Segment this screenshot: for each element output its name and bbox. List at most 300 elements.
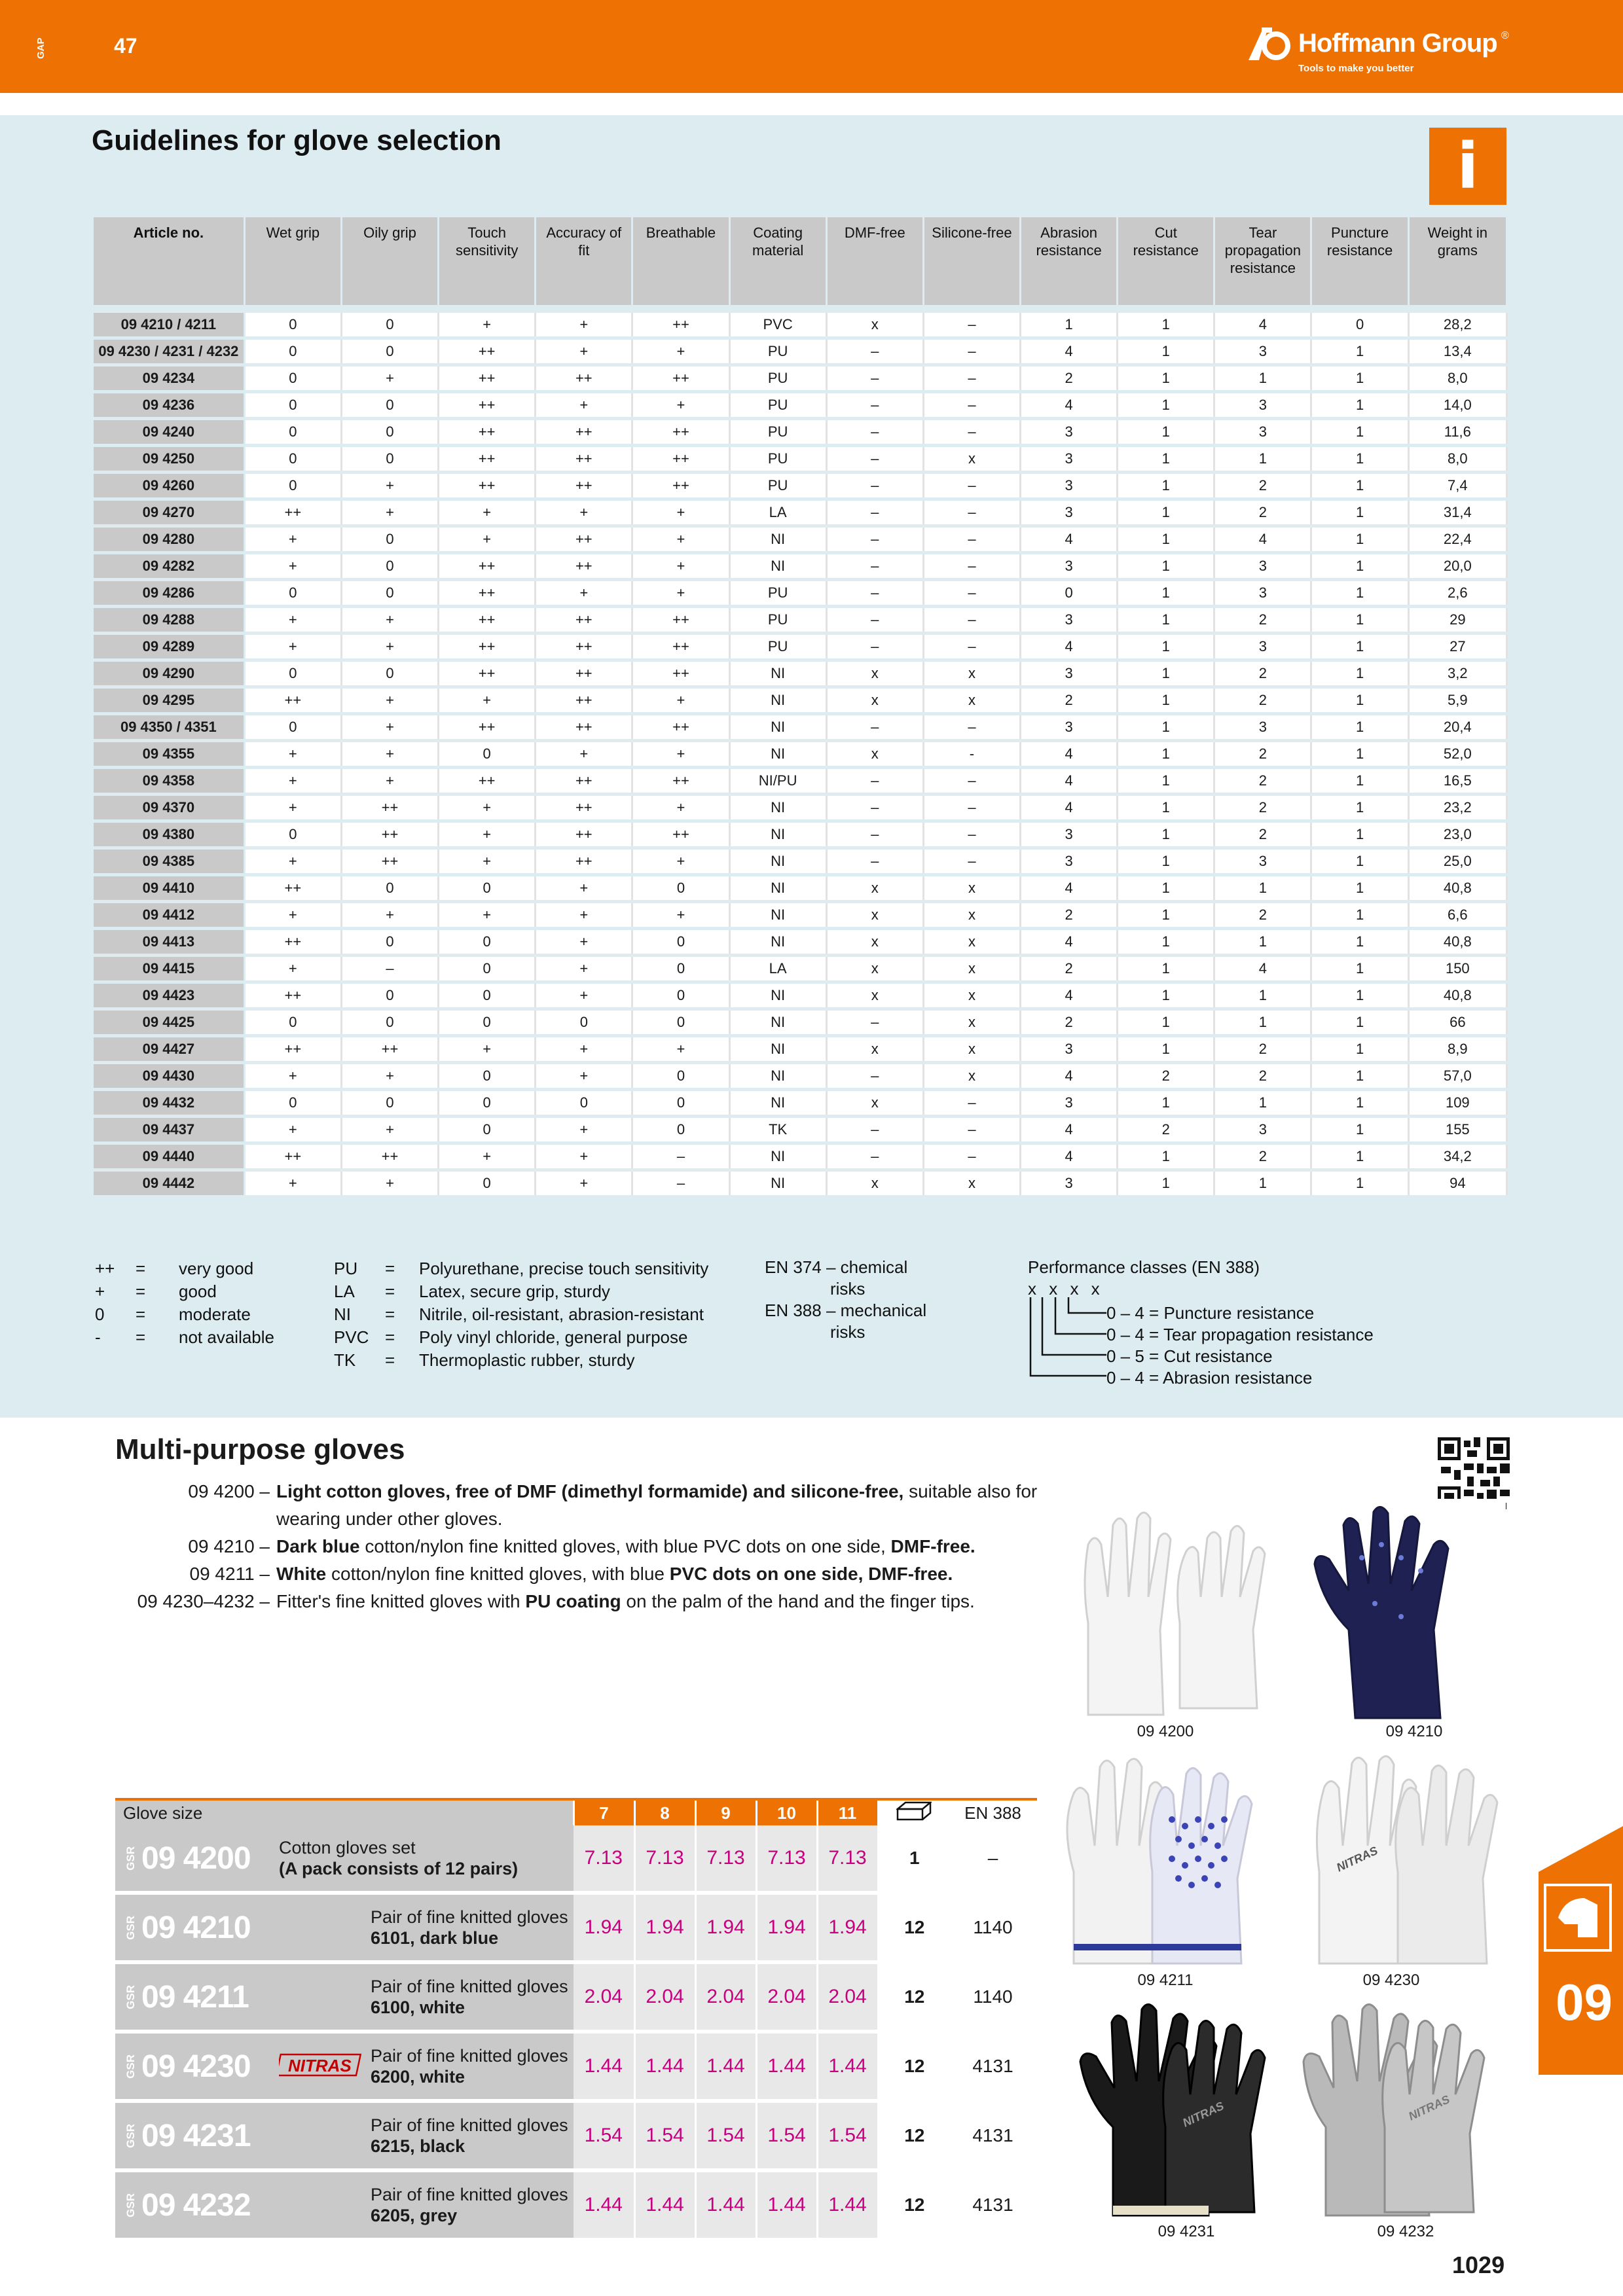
- table-cell: +: [536, 580, 632, 607]
- table-cell: +: [536, 929, 632, 956]
- rating-legend-cell: very good: [179, 1259, 254, 1278]
- table-cell: 4: [1021, 982, 1118, 1009]
- table-cell: NI: [729, 875, 826, 902]
- table-cell: +: [439, 821, 536, 848]
- article-number[interactable]: 09 4232: [141, 2187, 251, 2223]
- table-cell: +: [341, 741, 438, 768]
- chapter-tab[interactable]: [1539, 1826, 1623, 2075]
- table-cell: –: [826, 634, 923, 660]
- table-cell: 0: [341, 875, 438, 902]
- table-cell: 27: [1408, 634, 1506, 660]
- table-cell: 1: [1311, 634, 1408, 660]
- product-variant: 6101, dark blue: [371, 1928, 499, 1948]
- article-cell: 09 4423: [94, 982, 244, 1009]
- table-cell: –: [923, 848, 1020, 875]
- table-cell: x: [923, 982, 1020, 1009]
- table-cell: +: [632, 580, 729, 607]
- table-cell: –: [826, 392, 923, 419]
- product-name: Cotton gloves set: [279, 1838, 416, 1857]
- table-cell: 1: [1311, 1143, 1408, 1170]
- description-text: cotton/nylon fine knitted gloves, with blue: [326, 1564, 670, 1584]
- table-cell: 0: [341, 446, 438, 473]
- rating-legend-cell: 0: [95, 1304, 105, 1324]
- table-cell: +: [632, 848, 729, 875]
- price-cell: 7.13: [756, 1825, 817, 1893]
- article-cell: 09 4413: [94, 929, 244, 956]
- table-cell: +: [536, 309, 632, 338]
- description-code: 09 4211 –: [189, 1564, 270, 1584]
- table-cell: 1: [1118, 499, 1214, 526]
- table-cell: PU: [729, 473, 826, 499]
- table-cell: +: [632, 687, 729, 714]
- glove-photo-094232: [1300, 1996, 1509, 2219]
- rating-legend-row: [95, 1258, 281, 1280]
- page-number: 1029: [1452, 2251, 1505, 2278]
- material-legend-row: [334, 1327, 715, 1348]
- table-cell: 1: [1311, 821, 1408, 848]
- table-cell: 31,4: [1408, 499, 1506, 526]
- table-cell: 20,0: [1408, 553, 1506, 580]
- article-cell: 09 4260: [94, 473, 244, 499]
- table-cell: 4: [1021, 1063, 1118, 1090]
- table-cell: –: [826, 768, 923, 795]
- table-cell: 1: [1311, 768, 1408, 795]
- table-cell: –: [923, 553, 1020, 580]
- article-cell: 09 4432: [94, 1090, 244, 1117]
- table-cell: 2: [1021, 902, 1118, 929]
- table-cell: x: [826, 929, 923, 956]
- table-cell: 1: [1118, 929, 1214, 956]
- table-cell: x: [826, 741, 923, 768]
- article-cell: 09 4442: [94, 1170, 244, 1197]
- article-cell: [115, 2170, 272, 2240]
- table-cell: ++: [632, 634, 729, 660]
- table-row: [94, 446, 1507, 473]
- product-variant: (A pack consists of 12 pairs): [279, 1859, 519, 1878]
- table-cell: NI: [729, 660, 826, 687]
- product-name-cell: [272, 2170, 574, 2240]
- table-cell: ++: [341, 1036, 438, 1063]
- table-cell: 8,0: [1408, 446, 1506, 473]
- table-cell: 4: [1021, 1117, 1118, 1143]
- table-cell: ++: [341, 821, 438, 848]
- table-cell: LA: [729, 956, 826, 982]
- price-cell: 1.54: [574, 2101, 634, 2170]
- price-cell: 1.44: [574, 2032, 634, 2101]
- table-cell: NI: [729, 821, 826, 848]
- description-line: [98, 1478, 1048, 1533]
- table-cell: +: [536, 338, 632, 365]
- table-cell: +: [244, 795, 341, 821]
- article-cell: 09 4230 / 4231 / 4232: [94, 338, 244, 365]
- table-cell: 1: [1311, 365, 1408, 392]
- performance-item: 0 – 4 = Abrasion resistance: [1106, 1368, 1313, 1388]
- table-row: [94, 875, 1507, 902]
- article-cell: 09 4410: [94, 875, 244, 902]
- description-code: 09 4200 –: [188, 1481, 270, 1501]
- table-cell: 4: [1021, 768, 1118, 795]
- table-cell: 3: [1021, 553, 1118, 580]
- table-cell: 2: [1214, 473, 1311, 499]
- product-row: [115, 2101, 1036, 2170]
- table-cell: –: [923, 1090, 1020, 1117]
- pack-size-cell: 12: [878, 2170, 950, 2240]
- table-cell: –: [923, 1117, 1020, 1143]
- table-cell: 0: [244, 1009, 341, 1036]
- table-cell: ++: [536, 473, 632, 499]
- table-cell: 1: [1118, 848, 1214, 875]
- table-cell: 1: [1118, 982, 1214, 1009]
- pack-size-cell: 12: [878, 2101, 950, 2170]
- table-row: [94, 526, 1507, 553]
- description-bold: Light cotton gloves, free of DMF (dimethyl formamide) and silicone-free,: [276, 1481, 904, 1501]
- table-cell: ++: [536, 446, 632, 473]
- table-cell: 4: [1021, 634, 1118, 660]
- table-cell: 0: [244, 338, 341, 365]
- price-cell: 1.54: [756, 2101, 817, 2170]
- price-cell: 1.94: [817, 1893, 878, 1962]
- table-cell: –: [923, 821, 1020, 848]
- column-header: Abrasion resistance: [1021, 217, 1118, 309]
- table-cell: –: [826, 1063, 923, 1090]
- table-cell: +: [341, 902, 438, 929]
- table-cell: 0: [341, 982, 438, 1009]
- table-cell: ++: [536, 526, 632, 553]
- table-cell: LA: [729, 499, 826, 526]
- table-cell: –: [826, 848, 923, 875]
- table-cell: +: [341, 768, 438, 795]
- article-cell: 09 4425: [94, 1009, 244, 1036]
- table-cell: 1: [1118, 768, 1214, 795]
- table-cell: +: [244, 768, 341, 795]
- table-cell: PU: [729, 446, 826, 473]
- product-row: [115, 1825, 1036, 1893]
- article-number[interactable]: 09 4231: [141, 2118, 251, 2153]
- table-cell: 1: [1118, 526, 1214, 553]
- performance-item: 0 – 4 = Tear propagation resistance: [1106, 1325, 1374, 1344]
- table-cell: 1: [1311, 1009, 1408, 1036]
- article-cell: 09 4240: [94, 419, 244, 446]
- price-cell: 1.44: [817, 2170, 878, 2240]
- description-code: 09 4230–4232 –: [137, 1591, 270, 1611]
- table-cell: 4: [1214, 526, 1311, 553]
- table-cell: 0: [632, 929, 729, 956]
- table-cell: +: [439, 848, 536, 875]
- article-number[interactable]: 09 4230: [141, 2049, 251, 2084]
- table-cell: 3: [1214, 580, 1311, 607]
- pack-size-header: [878, 1799, 950, 1825]
- table-cell: 2: [1214, 687, 1311, 714]
- table-cell: 3: [1021, 419, 1118, 446]
- table-cell: x: [826, 1036, 923, 1063]
- table-cell: 52,0: [1408, 741, 1506, 768]
- table-cell: 1: [1021, 309, 1118, 338]
- table-cell: 3,2: [1408, 660, 1506, 687]
- price-cell: 1.44: [634, 2032, 695, 2101]
- table-cell: 3: [1021, 1036, 1118, 1063]
- table-cell: ++: [439, 473, 536, 499]
- table-cell: 1: [1311, 1063, 1408, 1090]
- table-cell: ++: [536, 848, 632, 875]
- performance-item: 0 – 4 = Puncture resistance: [1106, 1303, 1315, 1323]
- product-row: [115, 1893, 1036, 1962]
- table-cell: +: [439, 499, 536, 526]
- table-cell: 0: [439, 929, 536, 956]
- table-cell: 0: [632, 1009, 729, 1036]
- table-cell: x: [923, 687, 1020, 714]
- table-cell: ++: [536, 607, 632, 634]
- table-cell: 0: [439, 875, 536, 902]
- table-cell: ++: [536, 821, 632, 848]
- table-cell: ++: [439, 714, 536, 741]
- article-cell: 09 4210 / 4211: [94, 309, 244, 338]
- table-cell: 1: [1118, 875, 1214, 902]
- table-cell: x: [923, 1009, 1020, 1036]
- table-cell: 1: [1214, 929, 1311, 956]
- table-cell: 1: [1311, 795, 1408, 821]
- table-cell: 0: [632, 982, 729, 1009]
- table-cell: +: [341, 634, 438, 660]
- table-cell: 0: [536, 1090, 632, 1117]
- description-text: on the palm of the hand and the finger tips.: [621, 1591, 975, 1611]
- table-cell: +: [244, 607, 341, 634]
- table-cell: NI: [729, 1009, 826, 1036]
- material-legend-cell: Poly vinyl chloride, general purpose: [419, 1327, 688, 1347]
- table-cell: 2: [1021, 687, 1118, 714]
- table-cell: ++: [536, 365, 632, 392]
- table-cell: –: [826, 607, 923, 634]
- table-cell: 1: [1118, 1143, 1214, 1170]
- table-cell: 0: [439, 741, 536, 768]
- table-cell: 3: [1214, 714, 1311, 741]
- column-header: Accuracy of fit: [536, 217, 632, 309]
- table-cell: +: [244, 553, 341, 580]
- product-name: Pair of fine knitted gloves: [371, 2046, 568, 2066]
- hoffmann-logo-icon: [1247, 26, 1294, 63]
- material-legend-row: [334, 1258, 715, 1280]
- svg-text:NITRAS: NITRAS: [288, 2056, 352, 2075]
- table-cell: ++: [536, 419, 632, 446]
- material-legend-cell: =: [385, 1327, 395, 1347]
- table-cell: ++: [536, 634, 632, 660]
- column-header: Weight in grams: [1408, 217, 1506, 309]
- column-header: Oily grip: [341, 217, 438, 309]
- table-cell: –: [826, 1143, 923, 1170]
- table-cell: +: [244, 1063, 341, 1090]
- table-cell: 1: [1311, 1170, 1408, 1197]
- table-row: [94, 392, 1507, 419]
- table-cell: ++: [536, 660, 632, 687]
- table-cell: –: [826, 580, 923, 607]
- table-cell: +: [632, 338, 729, 365]
- table-row: [94, 768, 1507, 795]
- table-cell: +: [536, 392, 632, 419]
- table-cell: 0: [632, 1117, 729, 1143]
- table-cell: +: [632, 795, 729, 821]
- table-cell: 0: [439, 1090, 536, 1117]
- table-cell: 1: [1311, 902, 1408, 929]
- table-cell: 1: [1118, 1090, 1214, 1117]
- table-cell: 1: [1214, 1090, 1311, 1117]
- table-cell: 4: [1021, 392, 1118, 419]
- table-cell: 1: [1214, 982, 1311, 1009]
- description-bold: PVC dots on one side, DMF-free.: [669, 1564, 953, 1584]
- table-cell: 23,0: [1408, 821, 1506, 848]
- product-name: Pair of fine knitted gloves: [371, 2185, 568, 2204]
- table-cell: ++: [632, 309, 729, 338]
- glove-photo-094210: [1303, 1499, 1506, 1721]
- table-cell: 1: [1311, 580, 1408, 607]
- hoffmann-logo: [1247, 26, 1522, 79]
- table-cell: x: [923, 1170, 1020, 1197]
- table-cell: NI: [729, 929, 826, 956]
- column-header: Coating material: [729, 217, 826, 309]
- pack-size-cell: 12: [878, 2032, 950, 2101]
- table-cell: 4: [1021, 526, 1118, 553]
- table-cell: 3: [1021, 607, 1118, 634]
- table-cell: 1: [1118, 1036, 1214, 1063]
- table-cell: 1: [1311, 741, 1408, 768]
- table-cell: PVC: [729, 309, 826, 338]
- table-cell: –: [826, 1117, 923, 1143]
- table-cell: 3: [1021, 660, 1118, 687]
- gsr-label: GSR: [124, 1915, 137, 1940]
- product-variant: 6215, black: [371, 2136, 465, 2156]
- table-cell: +: [341, 499, 438, 526]
- table-cell: 66: [1408, 1009, 1506, 1036]
- table-cell: +: [536, 1063, 632, 1090]
- info-icon: i: [1429, 128, 1506, 205]
- rating-legend-cell: +: [95, 1282, 105, 1301]
- price-cell: 1.44: [756, 2170, 817, 2240]
- price-cell: 7.13: [634, 1825, 695, 1893]
- table-cell: 1: [1118, 309, 1214, 338]
- table-cell: 1: [1311, 1090, 1408, 1117]
- table-cell: 3: [1214, 553, 1311, 580]
- article-number[interactable]: 09 4210: [141, 1910, 251, 1945]
- table-cell: x: [923, 956, 1020, 982]
- article-cell: [115, 1962, 272, 2032]
- table-cell: 3: [1214, 1117, 1311, 1143]
- table-row: [94, 956, 1507, 982]
- rating-legend-row: [95, 1281, 281, 1302]
- table-cell: 0: [244, 446, 341, 473]
- table-row: [94, 714, 1507, 741]
- logo-registered: ®: [1501, 30, 1509, 41]
- article-number[interactable]: 09 4200: [141, 1840, 251, 1876]
- table-cell: NI: [729, 982, 826, 1009]
- table-cell: –: [923, 634, 1020, 660]
- box-icon: [896, 1801, 932, 1821]
- table-cell: +: [439, 1036, 536, 1063]
- table-cell: +: [632, 741, 729, 768]
- table-cell: –: [632, 1170, 729, 1197]
- article-cell: 09 4286: [94, 580, 244, 607]
- price-cell: 1.44: [695, 2032, 756, 2101]
- table-cell: –: [826, 419, 923, 446]
- table-cell: 4: [1214, 956, 1311, 982]
- table-row: [94, 338, 1507, 365]
- table-cell: ++: [632, 714, 729, 741]
- en388-cell: 4131: [950, 2101, 1036, 2170]
- table-cell: 1: [1118, 473, 1214, 499]
- table-cell: 1: [1311, 1117, 1408, 1143]
- table-cell: +: [244, 526, 341, 553]
- product-name-cell: [272, 2101, 574, 2170]
- table-cell: 2: [1214, 1143, 1311, 1170]
- article-cell: 09 4270: [94, 499, 244, 526]
- table-cell: 29: [1408, 607, 1506, 634]
- table-cell: 3: [1214, 634, 1311, 660]
- table-cell: PU: [729, 365, 826, 392]
- table-cell: 14,0: [1408, 392, 1506, 419]
- table-row: [94, 309, 1507, 338]
- table-cell: 1: [1118, 687, 1214, 714]
- table-cell: +: [341, 1117, 438, 1143]
- article-cell: 09 4234: [94, 365, 244, 392]
- price-cell: 1.94: [574, 1893, 634, 1962]
- material-legend-cell: LA: [334, 1282, 355, 1301]
- pack-size-cell: 12: [878, 1962, 950, 2032]
- product-row: [115, 2170, 1036, 2240]
- price-cell: 1.44: [817, 2032, 878, 2101]
- table-cell: NI: [729, 1063, 826, 1090]
- table-cell: 1: [1118, 1170, 1214, 1197]
- product-variant: 6200, white: [371, 2067, 465, 2087]
- material-legend-cell: Nitrile, oil-resistant, abrasion-resistant: [419, 1304, 704, 1324]
- table-row: [94, 365, 1507, 392]
- rating-legend-cell: good: [179, 1282, 217, 1301]
- description-text: Fitter's fine knitted gloves with: [276, 1591, 526, 1611]
- table-cell: 3: [1021, 499, 1118, 526]
- article-cell: 09 4290: [94, 660, 244, 687]
- table-cell: 1: [1214, 875, 1311, 902]
- performance-legend: [1028, 1257, 1421, 1394]
- table-row: [94, 1143, 1507, 1170]
- table-cell: 1: [1118, 795, 1214, 821]
- table-row: [94, 687, 1507, 714]
- table-cell: 1: [1118, 956, 1214, 982]
- table-cell: –: [923, 473, 1020, 499]
- table-cell: 0: [632, 1063, 729, 1090]
- table-cell: –: [923, 714, 1020, 741]
- rating-legend-cell: =: [136, 1282, 146, 1301]
- material-legend-row: [334, 1304, 715, 1325]
- table-cell: +: [536, 902, 632, 929]
- article-cell: 09 4288: [94, 607, 244, 634]
- table-cell: 2: [1214, 499, 1311, 526]
- table-cell: 0: [244, 392, 341, 419]
- table-cell: x: [923, 1063, 1020, 1090]
- table-cell: +: [439, 902, 536, 929]
- description-code: 09 4210 –: [188, 1536, 270, 1556]
- price-cell: 2.04: [574, 1962, 634, 2032]
- table-cell: 3: [1021, 848, 1118, 875]
- gsr-label: GSR: [124, 1846, 137, 1871]
- price-cell: 2.04: [634, 1962, 695, 2032]
- table-cell: 0: [244, 821, 341, 848]
- table-cell: +: [632, 526, 729, 553]
- table-cell: 0: [439, 1063, 536, 1090]
- article-cell: [115, 1893, 272, 1962]
- table-cell: ++: [244, 687, 341, 714]
- table-row: [94, 499, 1507, 526]
- gsr-label: GSR: [124, 1984, 137, 2009]
- article-cell: 09 4440: [94, 1143, 244, 1170]
- table-cell: 0: [341, 553, 438, 580]
- article-number[interactable]: 09 4211: [141, 1979, 249, 2015]
- table-cell: 0: [341, 392, 438, 419]
